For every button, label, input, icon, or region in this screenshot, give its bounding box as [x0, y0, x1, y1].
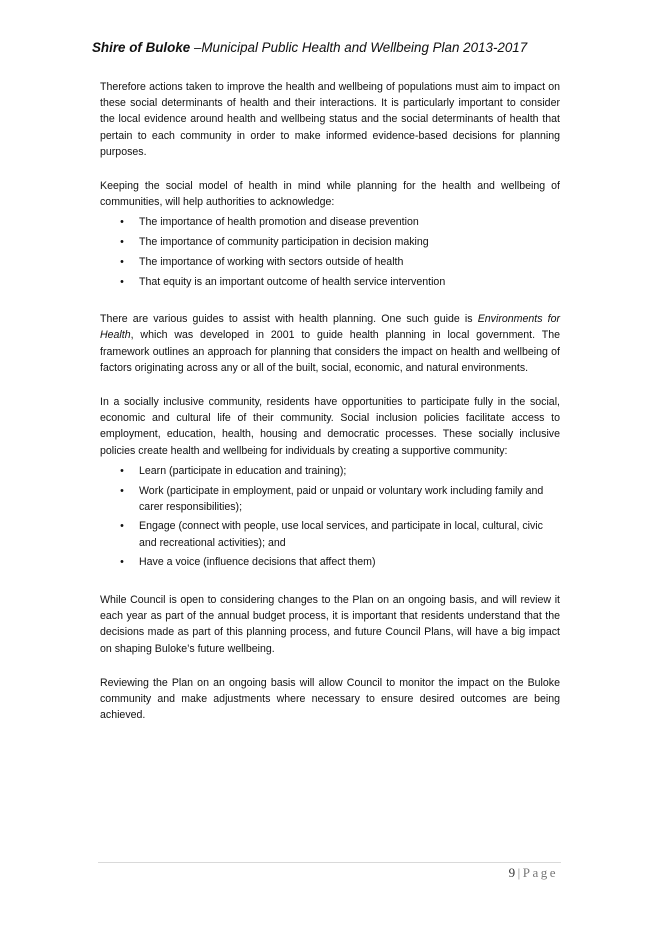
page-number: 9 [508, 865, 516, 880]
paragraph-3-end: , which was developed in 2001 to guide health planning in local government. The framework outlines an approach for planning that considers the impact on health and wellbeing of factors originating across any or all of the built, social, economic, and natural environments. [100, 329, 560, 374]
header-title: –Municipal Public Health and Wellbeing Plan 2013-2017 [193, 40, 528, 55]
bullet-list-1 [100, 214, 560, 289]
list-item-text: Have a voice (influence decisions that affect them) [139, 556, 376, 569]
list-item [100, 214, 560, 230]
list-item-text: Work (participate in employment, paid or unpaid or voluntary work including family and carer responsibilities); [139, 484, 544, 513]
bullet-icon: • [120, 255, 124, 268]
bullet-icon: • [120, 216, 124, 229]
page-label: Page [522, 865, 558, 880]
list-item [100, 483, 560, 515]
list-item-text: Engage (connect with people, use local services, and participate in local, cultural, civic and recreational activities); and [139, 520, 543, 549]
bullet-icon: • [120, 556, 124, 569]
guide-title: Environments for Health [100, 313, 560, 342]
list-item [100, 518, 560, 550]
paragraph-4: In a socially inclusive community, residents have opportunities to participate fully in the social, economic and cultural life of their community. Social inclusion policies facilitate access to employment, education, health, housing and democratic processes. These socially inclusive policies create health and wellbeing for individuals by creating a supportive community: [100, 396, 560, 457]
list-item [100, 463, 560, 479]
list-item-text: The importance of working with sectors outside of health [139, 255, 404, 268]
paragraph-1: Therefore actions taken to improve the health and wellbeing of populations must aim to impact on these social determinants of health and their interactions. It is particularly important to consider the local evidence around health and wellbeing status and the social determinants of health that pertain to each community in order to make informed evidence-based decisions for planning purposes. [100, 81, 560, 158]
footer-separator: | [517, 865, 521, 880]
bullet-icon: • [120, 275, 124, 288]
page-header [92, 40, 572, 55]
bullet-icon: • [120, 484, 124, 497]
page-footer [509, 865, 558, 881]
paragraph-5: While Council is open to considering changes to the Plan on an ongoing basis, and will review it each year as part of the annual budget process, it is important that residents understand that the decisions made as part of this planning process, and future Council Plans, will have a big impact on shaping Buloke’s future wellbeing. [100, 594, 560, 655]
body-text [100, 79, 560, 724]
paragraph-3-start: There are various guides to assist with health planning. One such guide is [100, 313, 478, 326]
paragraph-2: Keeping the social model of health in mind while planning for the health and wellbeing of communities, will help authorities to acknowledge: [100, 180, 560, 209]
paragraph-6: Reviewing the Plan on an ongoing basis will allow Council to monitor the impact on the Buloke community and make adjustments where necessary to ensure desired outcomes are being achieved. [100, 676, 560, 722]
bullet-icon: • [120, 464, 124, 477]
list-item [100, 274, 560, 290]
list-item-text: Learn (participate in education and training); [139, 464, 347, 477]
list-item-text: That equity is an important outcome of health service intervention [139, 275, 446, 288]
list-item-text: The importance of community participation in decision making [139, 236, 429, 249]
list-item [100, 554, 560, 570]
paragraph-3 [100, 311, 560, 376]
list-item [100, 254, 560, 270]
bullet-icon: • [120, 236, 124, 249]
header-org: Shire of Buloke [92, 40, 194, 55]
footer-divider [98, 862, 561, 863]
list-item [100, 234, 560, 250]
bullet-list-2 [100, 463, 560, 571]
list-item-text: The importance of health promotion and disease prevention [139, 216, 419, 229]
bullet-icon: • [120, 520, 124, 533]
